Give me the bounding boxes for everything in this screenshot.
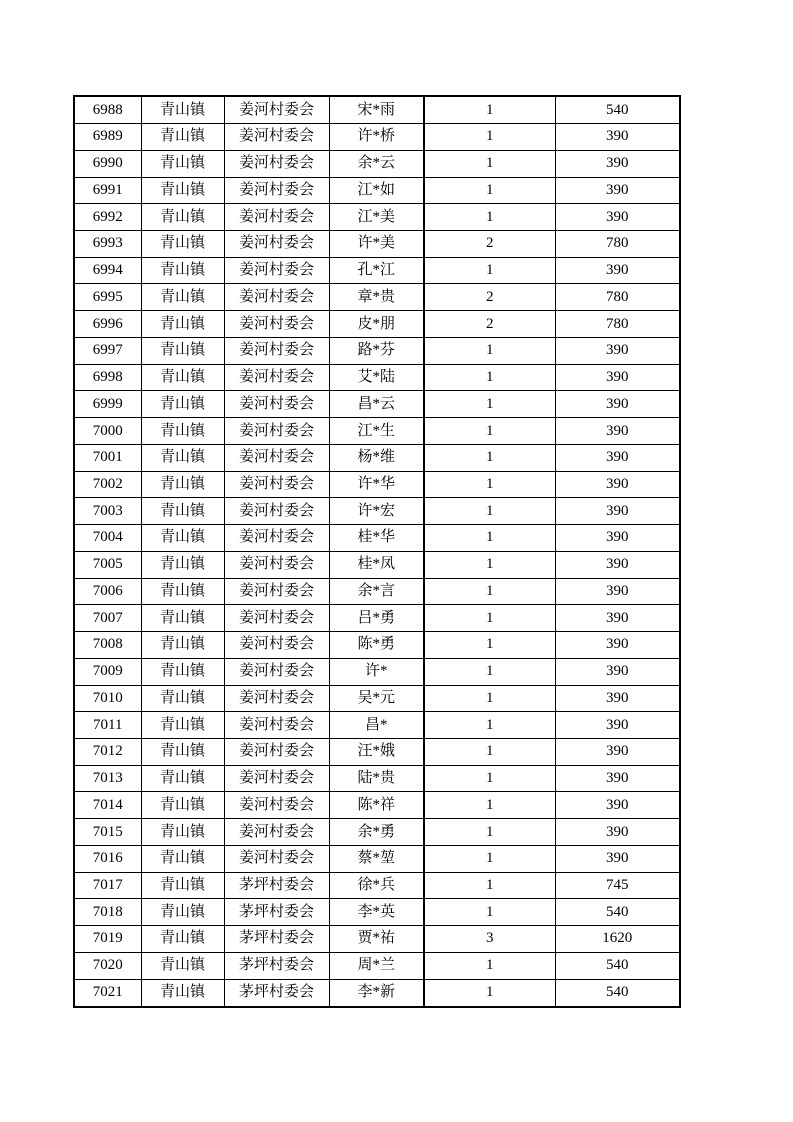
cell-town: 青山镇: [141, 979, 224, 1007]
table-row: [74, 712, 680, 739]
table-row: [74, 124, 680, 151]
cell-count: 1: [424, 551, 555, 578]
cell-amount: 540: [555, 952, 680, 979]
cell-amount: 390: [555, 391, 680, 418]
cell-village: 姜河村委会: [224, 257, 329, 284]
table-row: [74, 872, 680, 899]
cell-amount: 390: [555, 418, 680, 445]
cell-count: 1: [424, 418, 555, 445]
cell-name: 贾*祐: [329, 926, 424, 953]
cell-village: 姜河村委会: [224, 525, 329, 552]
cell-amount: 390: [555, 525, 680, 552]
cell-town: 青山镇: [141, 96, 224, 124]
table-row: [74, 792, 680, 819]
cell-village: 姜河村委会: [224, 819, 329, 846]
cell-village: 姜河村委会: [224, 471, 329, 498]
table-row: [74, 311, 680, 338]
cell-town: 青山镇: [141, 418, 224, 445]
cell-name: 许*: [329, 658, 424, 685]
table-row: [74, 578, 680, 605]
cell-amount: 390: [555, 738, 680, 765]
cell-count: 1: [424, 337, 555, 364]
cell-record-id: 7017: [74, 872, 141, 899]
cell-record-id: 7018: [74, 899, 141, 926]
cell-name: 昌*: [329, 712, 424, 739]
table-row: [74, 150, 680, 177]
cell-town: 青山镇: [141, 658, 224, 685]
cell-name: 江*生: [329, 418, 424, 445]
cell-name: 皮*朋: [329, 311, 424, 338]
cell-town: 青山镇: [141, 257, 224, 284]
cell-village: 姜河村委会: [224, 337, 329, 364]
cell-amount: 390: [555, 658, 680, 685]
cell-record-id: 7001: [74, 444, 141, 471]
cell-record-id: 6997: [74, 337, 141, 364]
cell-amount: 390: [555, 364, 680, 391]
table-row: [74, 96, 680, 124]
table-row: [74, 819, 680, 846]
cell-town: 青山镇: [141, 738, 224, 765]
cell-village: 姜河村委会: [224, 444, 329, 471]
cell-count: 1: [424, 712, 555, 739]
cell-village: 姜河村委会: [224, 632, 329, 659]
cell-record-id: 7006: [74, 578, 141, 605]
cell-town: 青山镇: [141, 124, 224, 151]
cell-amount: 390: [555, 257, 680, 284]
cell-record-id: 6991: [74, 177, 141, 204]
cell-name: 许*华: [329, 471, 424, 498]
table-row: [74, 177, 680, 204]
cell-record-id: 7014: [74, 792, 141, 819]
cell-count: 1: [424, 124, 555, 151]
cell-record-id: 7002: [74, 471, 141, 498]
cell-name: 余*勇: [329, 819, 424, 846]
cell-record-id: 6994: [74, 257, 141, 284]
cell-count: 1: [424, 845, 555, 872]
cell-name: 桂*凤: [329, 551, 424, 578]
cell-village: 茅坪村委会: [224, 926, 329, 953]
table-row: [74, 204, 680, 231]
cell-amount: 1620: [555, 926, 680, 953]
cell-village: 姜河村委会: [224, 551, 329, 578]
cell-town: 青山镇: [141, 792, 224, 819]
cell-town: 青山镇: [141, 337, 224, 364]
cell-village: 姜河村委会: [224, 231, 329, 258]
cell-village: 姜河村委会: [224, 605, 329, 632]
cell-name: 李*新: [329, 979, 424, 1007]
cell-town: 青山镇: [141, 926, 224, 953]
cell-village: 茅坪村委会: [224, 979, 329, 1007]
cell-town: 青山镇: [141, 872, 224, 899]
cell-amount: 390: [555, 712, 680, 739]
cell-amount: 390: [555, 685, 680, 712]
cell-name: 周*兰: [329, 952, 424, 979]
cell-count: 1: [424, 150, 555, 177]
cell-town: 青山镇: [141, 899, 224, 926]
cell-amount: 390: [555, 498, 680, 525]
cell-village: 姜河村委会: [224, 498, 329, 525]
cell-town: 青山镇: [141, 952, 224, 979]
cell-name: 江*如: [329, 177, 424, 204]
table-row: [74, 738, 680, 765]
cell-village: 姜河村委会: [224, 712, 329, 739]
cell-town: 青山镇: [141, 765, 224, 792]
cell-record-id: 7004: [74, 525, 141, 552]
cell-record-id: 7008: [74, 632, 141, 659]
cell-amount: 745: [555, 872, 680, 899]
cell-amount: 540: [555, 899, 680, 926]
cell-name: 章*贵: [329, 284, 424, 311]
cell-village: 姜河村委会: [224, 391, 329, 418]
cell-count: 1: [424, 177, 555, 204]
cell-record-id: 7003: [74, 498, 141, 525]
table-row: [74, 257, 680, 284]
cell-record-id: 6990: [74, 150, 141, 177]
cell-amount: 390: [555, 337, 680, 364]
cell-town: 青山镇: [141, 685, 224, 712]
cell-town: 青山镇: [141, 364, 224, 391]
cell-count: 1: [424, 578, 555, 605]
cell-village: 姜河村委会: [224, 204, 329, 231]
cell-record-id: 6992: [74, 204, 141, 231]
cell-town: 青山镇: [141, 845, 224, 872]
cell-amount: 390: [555, 632, 680, 659]
cell-record-id: 7011: [74, 712, 141, 739]
cell-name: 艾*陆: [329, 364, 424, 391]
cell-record-id: 6998: [74, 364, 141, 391]
cell-name: 吕*勇: [329, 605, 424, 632]
table-row: [74, 525, 680, 552]
cell-record-id: 7005: [74, 551, 141, 578]
cell-village: 姜河村委会: [224, 792, 329, 819]
cell-record-id: 6989: [74, 124, 141, 151]
table-row: [74, 231, 680, 258]
table-row: [74, 632, 680, 659]
cell-record-id: 7013: [74, 765, 141, 792]
cell-name: 陈*祥: [329, 792, 424, 819]
cell-count: 2: [424, 311, 555, 338]
cell-town: 青山镇: [141, 632, 224, 659]
cell-town: 青山镇: [141, 605, 224, 632]
cell-name: 孔*江: [329, 257, 424, 284]
cell-record-id: 7007: [74, 605, 141, 632]
cell-count: 1: [424, 96, 555, 124]
cell-count: 1: [424, 498, 555, 525]
table-row: [74, 765, 680, 792]
cell-amount: 390: [555, 605, 680, 632]
cell-village: 姜河村委会: [224, 124, 329, 151]
cell-record-id: 7020: [74, 952, 141, 979]
cell-name: 李*英: [329, 899, 424, 926]
cell-name: 汪*娥: [329, 738, 424, 765]
cell-name: 徐*兵: [329, 872, 424, 899]
cell-record-id: 7021: [74, 979, 141, 1007]
cell-record-id: 7009: [74, 658, 141, 685]
cell-name: 蔡*堃: [329, 845, 424, 872]
table-row: [74, 979, 680, 1007]
table-row: [74, 284, 680, 311]
cell-count: 2: [424, 284, 555, 311]
table-row: [74, 444, 680, 471]
cell-amount: 780: [555, 284, 680, 311]
cell-town: 青山镇: [141, 177, 224, 204]
cell-amount: 390: [555, 551, 680, 578]
cell-village: 姜河村委会: [224, 311, 329, 338]
cell-amount: 390: [555, 124, 680, 151]
cell-record-id: 6996: [74, 311, 141, 338]
cell-record-id: 7015: [74, 819, 141, 846]
cell-record-id: 7012: [74, 738, 141, 765]
cell-village: 姜河村委会: [224, 364, 329, 391]
records-table: [73, 95, 681, 1008]
cell-village: 姜河村委会: [224, 685, 329, 712]
cell-count: 1: [424, 765, 555, 792]
cell-record-id: 6999: [74, 391, 141, 418]
cell-amount: 390: [555, 204, 680, 231]
cell-town: 青山镇: [141, 444, 224, 471]
cell-village: 茅坪村委会: [224, 899, 329, 926]
cell-count: 1: [424, 952, 555, 979]
table-row: [74, 952, 680, 979]
table-row: [74, 605, 680, 632]
cell-name: 江*美: [329, 204, 424, 231]
cell-name: 杨*维: [329, 444, 424, 471]
table-row: [74, 899, 680, 926]
cell-name: 桂*华: [329, 525, 424, 552]
cell-record-id: 6993: [74, 231, 141, 258]
cell-record-id: 7016: [74, 845, 141, 872]
cell-amount: 390: [555, 792, 680, 819]
cell-count: 1: [424, 444, 555, 471]
cell-village: 姜河村委会: [224, 418, 329, 445]
table-row: [74, 337, 680, 364]
cell-count: 1: [424, 819, 555, 846]
cell-count: 1: [424, 685, 555, 712]
cell-name: 许*宏: [329, 498, 424, 525]
cell-town: 青山镇: [141, 525, 224, 552]
cell-count: 1: [424, 204, 555, 231]
cell-town: 青山镇: [141, 150, 224, 177]
cell-town: 青山镇: [141, 471, 224, 498]
cell-record-id: 6995: [74, 284, 141, 311]
cell-village: 姜河村委会: [224, 284, 329, 311]
cell-amount: 540: [555, 979, 680, 1007]
cell-town: 青山镇: [141, 498, 224, 525]
cell-count: 1: [424, 364, 555, 391]
cell-town: 青山镇: [141, 311, 224, 338]
cell-town: 青山镇: [141, 391, 224, 418]
cell-village: 姜河村委会: [224, 845, 329, 872]
table-row: [74, 551, 680, 578]
cell-count: 1: [424, 471, 555, 498]
cell-amount: 780: [555, 311, 680, 338]
cell-record-id: 7010: [74, 685, 141, 712]
cell-amount: 390: [555, 765, 680, 792]
cell-count: 1: [424, 525, 555, 552]
records-table-body: [74, 96, 680, 1007]
cell-record-id: 7019: [74, 926, 141, 953]
cell-count: 1: [424, 792, 555, 819]
cell-count: 1: [424, 658, 555, 685]
cell-village: 姜河村委会: [224, 738, 329, 765]
table-row: [74, 471, 680, 498]
cell-town: 青山镇: [141, 551, 224, 578]
cell-village: 茅坪村委会: [224, 872, 329, 899]
cell-town: 青山镇: [141, 231, 224, 258]
cell-amount: 390: [555, 150, 680, 177]
cell-name: 余*云: [329, 150, 424, 177]
cell-count: 1: [424, 899, 555, 926]
cell-name: 路*芬: [329, 337, 424, 364]
cell-village: 姜河村委会: [224, 96, 329, 124]
cell-name: 吴*元: [329, 685, 424, 712]
cell-village: 姜河村委会: [224, 177, 329, 204]
cell-record-id: 7000: [74, 418, 141, 445]
cell-town: 青山镇: [141, 712, 224, 739]
table-row: [74, 658, 680, 685]
cell-record-id: 6988: [74, 96, 141, 124]
cell-name: 昌*云: [329, 391, 424, 418]
cell-amount: 390: [555, 444, 680, 471]
cell-amount: 390: [555, 845, 680, 872]
cell-count: 1: [424, 605, 555, 632]
cell-amount: 390: [555, 177, 680, 204]
cell-count: 1: [424, 632, 555, 659]
cell-town: 青山镇: [141, 819, 224, 846]
cell-count: 1: [424, 391, 555, 418]
table-row: [74, 845, 680, 872]
cell-town: 青山镇: [141, 204, 224, 231]
cell-village: 姜河村委会: [224, 765, 329, 792]
cell-count: 3: [424, 926, 555, 953]
table-row: [74, 685, 680, 712]
cell-count: 1: [424, 738, 555, 765]
cell-count: 1: [424, 979, 555, 1007]
cell-amount: 390: [555, 471, 680, 498]
table-row: [74, 498, 680, 525]
cell-amount: 390: [555, 819, 680, 846]
cell-name: 宋*雨: [329, 96, 424, 124]
cell-name: 许*桥: [329, 124, 424, 151]
cell-village: 茅坪村委会: [224, 952, 329, 979]
cell-town: 青山镇: [141, 578, 224, 605]
cell-count: 1: [424, 872, 555, 899]
table-row: [74, 926, 680, 953]
cell-amount: 390: [555, 578, 680, 605]
table-row: [74, 418, 680, 445]
cell-town: 青山镇: [141, 284, 224, 311]
cell-name: 陈*勇: [329, 632, 424, 659]
table-row: [74, 391, 680, 418]
cell-count: 1: [424, 257, 555, 284]
cell-village: 姜河村委会: [224, 578, 329, 605]
cell-village: 姜河村委会: [224, 150, 329, 177]
cell-name: 陆*贵: [329, 765, 424, 792]
cell-village: 姜河村委会: [224, 658, 329, 685]
cell-amount: 780: [555, 231, 680, 258]
cell-name: 许*美: [329, 231, 424, 258]
cell-amount: 540: [555, 96, 680, 124]
table-row: [74, 364, 680, 391]
cell-name: 余*言: [329, 578, 424, 605]
cell-count: 2: [424, 231, 555, 258]
